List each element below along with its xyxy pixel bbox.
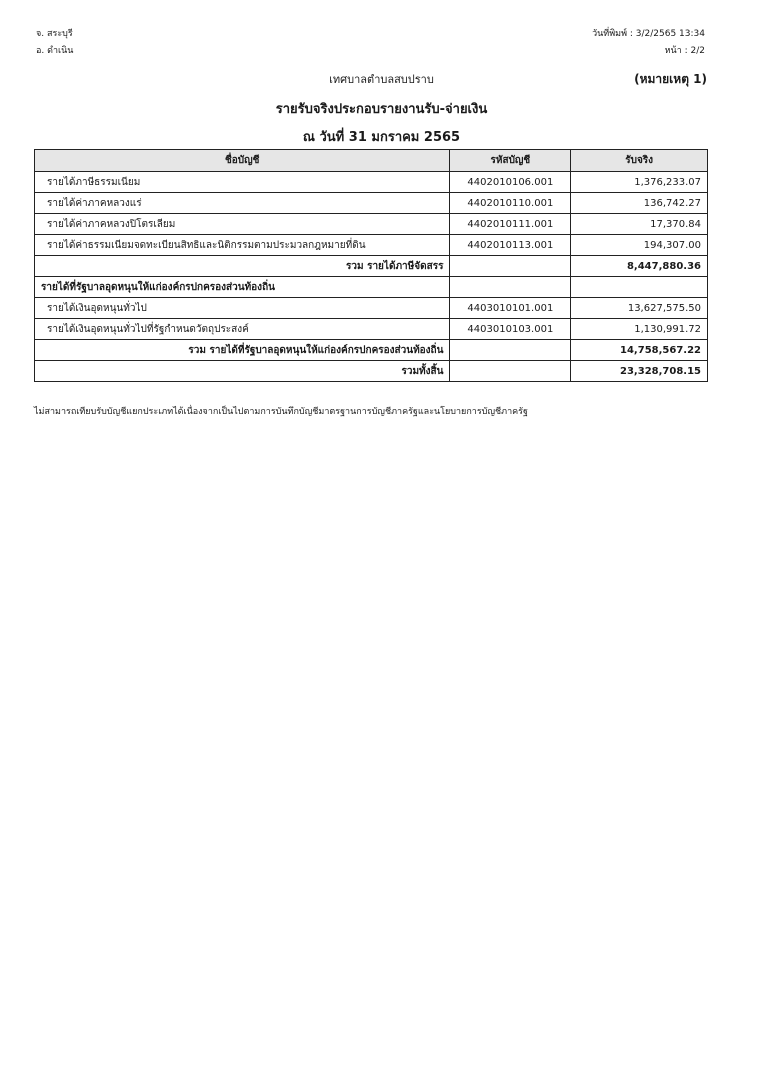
account-code: 4402010110.001 bbox=[450, 193, 571, 214]
print-date: วันที่พิมพ์ : 3/2/2565 13:34 bbox=[592, 29, 705, 39]
subtotal-code-empty bbox=[450, 256, 571, 277]
table-row bbox=[35, 235, 708, 256]
table-header-row bbox=[35, 150, 708, 172]
report-date: ณ วันที่ 31 มกราคม 2565 bbox=[302, 130, 461, 145]
account-amount: 1,130,991.72 bbox=[571, 319, 708, 340]
group-heading: รายได้ที่รัฐบาลอุดหนุนให้แก่องค์กรปกครองส่วนท้องถิ่น bbox=[35, 277, 450, 298]
account-name: รายได้ค่าธรรมเนียมจดทะเบียนสิทธิและนิติกรรมตามประมวลกฎหมายที่ดิน bbox=[35, 235, 450, 256]
account-name: รายได้เงินอุดหนุนทั่วไปที่รัฐกำหนดวัตถุประสงค์ bbox=[35, 319, 450, 340]
table-row bbox=[35, 172, 708, 193]
page-number: หน้า : 2/2 bbox=[664, 46, 705, 56]
revenue-table bbox=[34, 149, 708, 382]
account-code: 4402010113.001 bbox=[450, 235, 571, 256]
group-code-empty bbox=[450, 277, 571, 298]
table-row bbox=[35, 319, 708, 340]
district-label: อ. ดำเนิน bbox=[36, 46, 74, 56]
account-code: 4403010101.001 bbox=[450, 298, 571, 319]
column-header-account-code: รหัสบัญชี bbox=[450, 150, 571, 172]
account-amount: 1,376,233.07 bbox=[571, 172, 708, 193]
account-code: 4403010103.001 bbox=[450, 319, 571, 340]
subtotal-row-grants bbox=[35, 340, 708, 361]
subtotal-amount: 8,447,880.36 bbox=[571, 256, 708, 277]
table-row bbox=[35, 298, 708, 319]
account-name: รายได้ค่าภาคหลวงปิโตรเลียม bbox=[35, 214, 450, 235]
subtotal-label: รวม รายได้ที่รัฐบาลอุดหนุนให้แก่องค์กรปกครองส่วนท้องถิ่น bbox=[35, 340, 450, 361]
subtotal-row-shared-tax bbox=[35, 256, 708, 277]
grand-total-row bbox=[35, 361, 708, 382]
table-row bbox=[35, 214, 708, 235]
note-label: (หมายเหตุ 1) bbox=[634, 72, 707, 86]
column-header-amount: รับจริง bbox=[571, 150, 708, 172]
account-code: 4402010111.001 bbox=[450, 214, 571, 235]
table-row bbox=[35, 193, 708, 214]
account-amount: 136,742.27 bbox=[571, 193, 708, 214]
subtotal-label: รวม รายได้ภาษีจัดสรร bbox=[35, 256, 450, 277]
footnote: ไม่สามารถเทียบรับบัญชีแยกประเภทได้เนื่องจากเป็นไปตามการบันทึกบัญชีมาตรฐานการบัญชีภาครัฐและนโยบายการบัญชีภาครัฐ bbox=[34, 407, 528, 417]
report-title: รายรับจริงประกอบรายงานรับ-จ่ายเงิน bbox=[275, 102, 488, 117]
header-right bbox=[592, 26, 705, 60]
agency-name: เทศบาลตำบลสบปราบ bbox=[329, 73, 434, 86]
grand-total-amount: 23,328,708.15 bbox=[571, 361, 708, 382]
province-label: จ. สระบุรี bbox=[36, 29, 73, 39]
account-code: 4402010106.001 bbox=[450, 172, 571, 193]
grand-total-code-empty bbox=[450, 361, 571, 382]
account-amount: 194,307.00 bbox=[571, 235, 708, 256]
header-left bbox=[36, 26, 73, 60]
column-header-account-name: ชื่อบัญชี bbox=[35, 150, 450, 172]
account-name: รายได้ภาษีธรรมเนียม bbox=[35, 172, 450, 193]
account-name: รายได้ค่าภาคหลวงแร่ bbox=[35, 193, 450, 214]
account-amount: 17,370.84 bbox=[571, 214, 708, 235]
account-name: รายได้เงินอุดหนุนทั่วไป bbox=[35, 298, 450, 319]
group-heading-row bbox=[35, 277, 708, 298]
grand-total-label: รวมทั้งสิ้น bbox=[35, 361, 450, 382]
group-amount-empty bbox=[571, 277, 708, 298]
account-amount: 13,627,575.50 bbox=[571, 298, 708, 319]
subtotal-amount: 14,758,567.22 bbox=[571, 340, 708, 361]
subtotal-code-empty bbox=[450, 340, 571, 361]
